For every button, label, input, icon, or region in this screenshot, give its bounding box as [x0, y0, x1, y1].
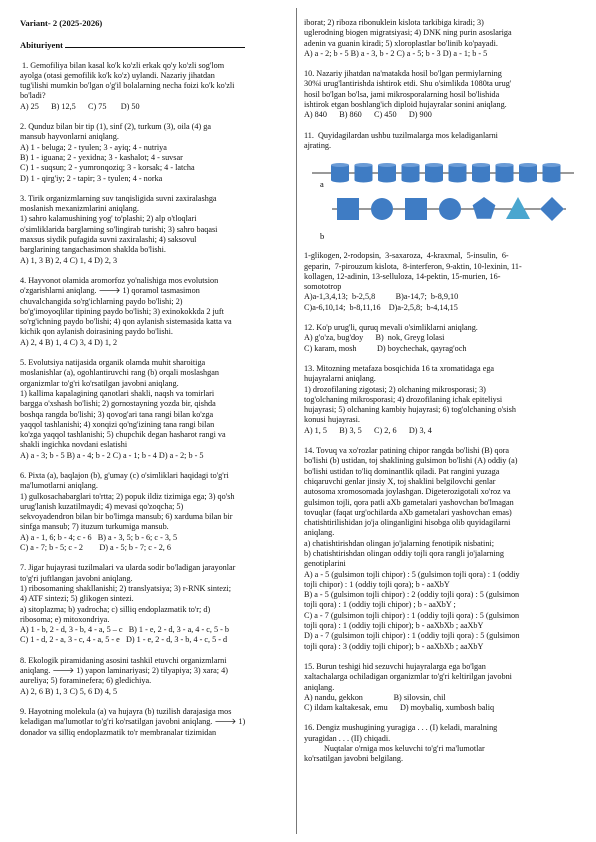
- question-line: ayolga (otasi gemofilik ko'k ko'z) uylandi. Nazariy jihatdan: [20, 70, 215, 80]
- question-line: boshqa rangda bo'lishi; 3) qovog'ari tana rangi bilan ko'zga: [20, 409, 214, 419]
- question-line: A) 2, 4 B) 1, 4 C) 3, 4 D) 1, 2: [20, 337, 118, 347]
- question-line: 10. Nazariy jihatdan na'matakda hosil bo'lgan permiylarning: [304, 69, 502, 79]
- left-questions: [20, 61, 286, 738]
- question-block: [20, 276, 286, 348]
- question-line: genotiplarini: [304, 559, 346, 569]
- question-line: gulsimon tojli, qora patli aXb gametalari yashovchan bo'lmagan: [304, 497, 514, 507]
- question-line: 7. Jigar hujayrasi tuzilmalari va ularda sodir bo'ladigan jarayonlar: [20, 563, 236, 573]
- question-line: iborat; 2) riboza ribonuklein kislota tarkibiga kiradi; 3): [304, 18, 484, 27]
- question-line: bo'g'imoyoqlilar tipining paydo bo'lishi; 3) exinokokkda 2 juft: [20, 306, 224, 316]
- figure-label-b: b: [320, 231, 325, 242]
- question-line: chiqaruvchi genlar jinsiy X, toj shaklini belgilovchi genlar: [304, 476, 496, 486]
- question-line: ko'zga yaqqol tashlanishi; 5) chupchik degan hasharot rangi va: [20, 430, 226, 440]
- question-line: yaqqol tashlanishi; 4) xonqizi qo'ng'izining tana rangi bilan: [20, 419, 215, 429]
- question-line: 1) kallima kapalagining qanotlari shakli, naqsh va tomirlari: [20, 388, 215, 398]
- question-line: 16. Dengiz mushugining yuragiga . . . (I) keladi, maralning: [304, 723, 498, 733]
- question-line: tojli chipor) : 1 (oddiy tojli qora); b - aaXbY: [304, 579, 450, 589]
- cylinder-icon: [496, 163, 514, 183]
- question-line: B) a - 5 (gulsimon tojli chipor) : 2 (oddiy tojli qora) : 5 (gulsimon: [304, 590, 520, 600]
- cylinder-icon: [543, 163, 561, 183]
- question-line: to'g'ri juftlangan javobni aniqlang.: [20, 573, 133, 583]
- square-icon: [405, 198, 427, 220]
- question-line: moslanish mexanizmlarini aniqlang.: [20, 204, 139, 214]
- question-line: aniqlang.: [304, 528, 335, 538]
- question-line: a) chatishtirishdan olingan jo'jalarning fenotipik nisbatini;: [304, 538, 494, 548]
- question-block: [20, 656, 286, 697]
- question-line: 1) gulkosachabarglari to'rtta; 2) popuk ildiz tizimiga ega; 3) qo'sh: [20, 491, 235, 501]
- question-line: 5. Evolutsiya natijasida organik olamda muhit sharoitiga: [20, 358, 206, 368]
- question-line: 1) sahro kalamushining yog' to'plashi; 2) alp o'tloqlari: [20, 214, 197, 224]
- question-line: A) 2, 6 B) 1, 3 C) 5, 6 D) 4, 5: [20, 686, 118, 696]
- question-line: 9. Hayotning molekula (a) va hujayra (b) tuzilish darajasiga mos: [20, 706, 232, 716]
- question-line: Nuqtalar o'rniga mos keluvchi to'g'ri ma'lumotlar: [324, 744, 485, 754]
- rhombus-icon: [540, 197, 564, 221]
- question-line: A) nandu, gekkon B) silovsin, chil: [304, 692, 446, 702]
- question-line: A) 25 B) 12,5 C) 75 D) 50: [20, 101, 140, 111]
- question-block: [304, 69, 576, 120]
- question-line: 1) drozofilaning zigotasi; 2) olchaning mikrosporasi; 3): [304, 384, 486, 394]
- question-line: 4. Hayvonot olamida aromorfoz yo'nalishiga mos evolutsion: [20, 275, 219, 285]
- question-block: [20, 61, 286, 112]
- question-line: ma'lumotlarni aniqlang.: [20, 481, 98, 491]
- question-line: A) 1, 3 B) 2, 4 C) 1, 4 D) 2, 3: [20, 255, 118, 265]
- question-block: [304, 251, 576, 313]
- cylinder-icon: [425, 163, 443, 183]
- question-line: 1) ribosomaning shakllanishi; 2) translyatsiya; 3) r-RNK sintezi;: [20, 583, 232, 593]
- column-divider: [296, 8, 297, 834]
- question-line: sinfga mansub; 7) ituzum turkumiga mansub.: [20, 522, 169, 532]
- question-line: kichik qon aylanish doirasining paydo bo'lishi.: [20, 327, 173, 337]
- question-line: ajrating.: [304, 140, 332, 150]
- question-line: maxsus siydik pufagida suvni zaxiralashi; 4) saksovul: [20, 235, 197, 245]
- question-block: [20, 358, 286, 461]
- question-line: D) a - 7 (gulsimon tojli chipor) : 1 (oddiy tojli qora) : 5 (gulsimon: [304, 631, 520, 641]
- question-line: C) 1 - suqsun; 2 - yumronqoziq; 3 - korsak; 4 - latcha: [20, 163, 195, 173]
- question-line: C) 1 - d, 2 - a, 3 - c, 4 - a, 5 - e D) 1 - e, 2 - d, 3 - b, 4 - c, 5 - d: [20, 635, 228, 645]
- question-line: urug'lanish kuzatilmaydi; 4) mevasi qo'zoqcha; 5): [20, 501, 184, 511]
- question-line: A)a-1,3,4,13; b-2,5,8 B)a-14,7; b-8,9,10: [304, 292, 459, 302]
- question-line: 11. Quyidagilardan ushbu tuzilmalarga mos keladiganlarni: [304, 130, 498, 140]
- question-line: 30%i urug'lantirishda ishtirok etdi. Shu o'simlikda 1080ta urug': [304, 79, 512, 89]
- question-line: tojli qora) : 3 (oddiy tojli chipor); b - aaXbXb ; aaXbY: [304, 641, 484, 651]
- question-line: b) chatishtirishdan olingan oddiy tojli qora rangli jo'jalarning: [304, 548, 504, 558]
- question-line: C) a - 7; b - 5; c - 2 D) a - 5; b - 7; c - 2, 6: [20, 543, 171, 553]
- question-line: so'rg'ichning paydo bo'lishi; 4) qon aylanish sistemasida katta va: [20, 317, 232, 327]
- left-column: [20, 18, 286, 748]
- right-column: [304, 18, 576, 775]
- cylinder-icon: [472, 163, 490, 183]
- question-line: tovuqlar (faqat urg'ochilarda aXb gametalari yashovchan emas): [304, 507, 512, 517]
- question-line: keladigan ma'lumotlar to'g'ri ko'rsatilgan javobni aniqlang. 🡒 1): [20, 717, 246, 727]
- question-line: tojli qora) : 1 (oddiy tojli chipor); b - aaXbXb ; aaXbY: [304, 621, 484, 631]
- question-line: aniqlang. 🡒 1) yapon laminariyasi; 2) tilyapiya; 3) xara; 4): [20, 666, 228, 676]
- question-line: 8. Ekologik piramidaning asosini tashkil etuvchi organizmlarni: [20, 655, 227, 665]
- figure-label-a: a: [320, 179, 324, 190]
- question-line: A) a - 1, 6; b - 4; c - 6 B) a - 3, 5; b - 6; c - 3, 5: [20, 532, 178, 542]
- question-line: xaltachalarga ochiladigan organizmlar to'g'ri keltirilgan javobni: [304, 672, 512, 682]
- question-line: A) a - 2; b - 5 B) a - 3, b - 2 C) a - 5; b - 3 D) a - 1; b - 5: [304, 48, 488, 58]
- question-line: 12. Ko'p urug'li, quruq mevali o'simliklarni aniqlang.: [304, 323, 478, 333]
- student-line: [20, 40, 286, 50]
- question-line: 13. Mitozning metafaza bosqichida 16 ta xromatidaga ega: [304, 363, 495, 373]
- question-line: aureliya; 5) foraminefera; 6) gledichiya.: [20, 676, 152, 686]
- question-block: [304, 446, 576, 652]
- name-blank[interactable]: [65, 40, 245, 48]
- cylinder-icon: [355, 163, 373, 183]
- question-line: A) a - 5 (gulsimon tojli chipor) : 5 (gulsimon tojli qora) : 1 (oddiy: [304, 569, 520, 579]
- question-line: yuragidan . . . (II) chiqadi.: [304, 733, 391, 743]
- question-line: hujayralarni aniqlang.: [304, 374, 376, 384]
- structure-figure: [304, 161, 576, 245]
- question-block: [20, 122, 286, 184]
- question-line: o'zgarishlarni aniqlang. 🡒 1) qoramol tasmasimon: [20, 286, 200, 296]
- question-line: 6. Pixta (a), baqlajon (b), g'umay (c) o'simliklari haqidagi to'g'ri: [20, 470, 229, 480]
- question-line: shakli ingichka novdani eslatishi: [20, 440, 128, 450]
- question-line: B) 1 - iguana; 2 - yexidna; 3 - kashalot; 4 - suvsar: [20, 152, 183, 162]
- question-block: [304, 662, 576, 713]
- question-line: D) 1 - qirg'iy; 2 - tapir; 3 - tyulen; 4 - norka: [20, 173, 163, 183]
- question-line: sekvoyadendron bilan bir bo'limga mansub; 6) xarduma bilan bir: [20, 512, 233, 522]
- question-line: C) a - 7 (gulsimon tojli chipor) : 1 (oddiy tojli qora) : 5 (gulsimon: [304, 610, 520, 620]
- question-line: moslanishlar (a), ogohlantiruvchi rang (b) orqali moslashgan: [20, 368, 219, 378]
- question-block: [304, 364, 576, 436]
- question-line: a) sitoplazma; b) yadrocha; c) silliq endoplazmatik to'r; d): [20, 604, 211, 614]
- question-line: uglerodning biogen migratsiyasi; 4) DNK ning purin asoslariga: [304, 28, 512, 38]
- question-block: [20, 707, 286, 738]
- question-line: 3. Tirik organizmlarning suv tanqisligida suvni zaxiralashga: [20, 193, 217, 203]
- question-block: [20, 471, 286, 553]
- question-line: autosoma xromosomada joylashgan. Digeterozigotali xo'roz va: [304, 487, 511, 497]
- question-line: barglarining tangachasimon shaklda bo'lishi.: [20, 245, 166, 255]
- question-line: 1-glikogen, 2-rodopsin, 3-saxaroza, 4-kraxmal, 5-insulin, 6-: [304, 251, 509, 261]
- question-line: A) a - 3; b - 5 B) a - 4; b - 2 C) a - 1; b - 4 D) a - 2; b - 5: [20, 450, 204, 460]
- question-line: organizmlar to'g'ri ko'rsatilgan javobni aniqlang.: [20, 378, 179, 388]
- pentagon-icon: [473, 197, 496, 219]
- right-questions-bottom: [304, 251, 576, 764]
- question-line: adenin va guanin kiradi; 5) xloroplastlar bo'linib ko'payadi.: [304, 38, 498, 48]
- question-block: [304, 131, 576, 152]
- cylinder-icon: [331, 163, 349, 183]
- question-line: bo'ladi?: [20, 91, 46, 101]
- question-line: hujayrasi; 5) olchaning kambiy hujayrasi; 6) tog'olchaning o'sish: [304, 405, 516, 415]
- question-line: bo'lishi ustidan to'liq dominantlik qiladi. Pat rangini yuzaga: [304, 466, 500, 476]
- question-line: 4) ATF sintezi; 5) glikogen sintezi.: [20, 594, 134, 604]
- circle-icon: [371, 198, 393, 220]
- circle-icon: [439, 198, 461, 220]
- square-icon: [337, 198, 359, 220]
- question-line: A) 1, 5 B) 3, 5 C) 2, 6 D) 3, 4: [304, 425, 432, 435]
- question-line: ribosoma; e) mitoxondriya.: [20, 614, 110, 624]
- variant-title: Variant- 2 (2025-2026): [20, 18, 103, 28]
- question-line: 2. Qunduz bilan bir tip (1), sinf (2), turkum (3), oila (4) ga: [20, 122, 211, 132]
- question-line: A) 840 B) 860 C) 450 D) 900: [304, 110, 432, 120]
- question-line: bo'lishi (b) ustidan, toj shaklining gulsimon bo'lishi (A) oddiy (a): [304, 456, 518, 466]
- question-line: 15. Burun teshigi hid sezuvchi hujayralarga ega bo'lgan: [304, 661, 486, 671]
- question-line: chuvalchangida so'rg'ichlarning paydo bo'lishi; 2): [20, 296, 183, 306]
- cylinder-icon: [402, 163, 420, 183]
- question-line: A) 1 - b, 2 - d, 3 - b, 4 - a, 5 – c B) 1 - e, 2 - d, 3 - a, 4 - c, 5 - b: [20, 625, 229, 635]
- student-label: Abituriyent: [20, 40, 63, 51]
- question-line: aniqlang.: [304, 682, 335, 692]
- question-line: C) ildam kaltakesak, emu D) moybaliq, xumbosh baliq: [304, 703, 495, 713]
- right-questions-top: [304, 18, 576, 151]
- question-line: konusi hujayrasi.: [304, 415, 360, 425]
- triangle-icon: [506, 197, 530, 219]
- question-line: o'simliklarida barglarning so'lingirab turishi; 3) sahro baqasi: [20, 224, 218, 234]
- question-line: tojli qora) : 1 (oddiy tojli chipor) ; b - aaXbY ;: [304, 600, 456, 610]
- question-block: [304, 723, 576, 764]
- question-line: C)a-6,10,14; b-8,11,16 D)a-2,5,8; b-4,14,15: [304, 302, 458, 312]
- question-line: 14. Tovuq va xo'rozlar patining chipor rangda bo'lishi (B) qora: [304, 446, 510, 456]
- question-line: geparin, 7-pirouzum kislota, 8-interferon, 9-aktin, 10-lexinin, 11-: [304, 261, 522, 271]
- cylinder-icon: [449, 163, 467, 183]
- question-line: donador va silliq endoplazmatik to'r membranalar tizimidan: [20, 727, 217, 737]
- question-block: [20, 563, 286, 645]
- question-block: [304, 18, 576, 59]
- question-line: ko'rsatilgan javobni belgilang.: [304, 754, 404, 764]
- question-line: 1. Gemofiliya bilan kasal ko'k ko'zli erkak qo'y ko'zli sog'lom: [20, 60, 225, 70]
- question-line: hosil bo'lgan bo'lsa, jami mikrosporalarning hosil bo'lishida: [304, 89, 500, 99]
- cylinder-icon: [378, 163, 396, 183]
- question-line: C) karam, mosh D) boychechak, qayrag'och: [304, 343, 467, 353]
- question-line: kollagen, 12-adinin, 13-selluloza, 14-pektin, 15-murien, 16-: [304, 271, 501, 281]
- question-line: tug'ilishi mumkin bo'lgan o'g'il bolalarning necha foizi ko'k ko'zli: [20, 81, 235, 91]
- question-block: [20, 194, 286, 266]
- question-line: A) 1 - beluga; 2 - tyulen; 3 - ayiq; 4 - nutriya: [20, 142, 167, 152]
- question-line: tog'olchaning mikrosporasi; 4) drozofilaning ichak epiteliysi: [304, 394, 503, 404]
- question-block: [304, 323, 576, 354]
- cylinder-icon: [519, 163, 537, 183]
- question-line: somototrop: [304, 282, 342, 292]
- structure-figure-svg: [304, 161, 576, 245]
- question-line: A) g'o'za, bug'doy B) nok, Greyg lolasi: [304, 333, 445, 343]
- question-line: chatishtirilishidan jo'ja olinganligini hisobga olib quyidagilarni: [304, 518, 511, 528]
- question-line: bargga o'xshash bo'lishi; 2) gornostayning yozda bir, qishda: [20, 399, 216, 409]
- question-line: mansub hayvonlarni aniqlang.: [20, 132, 119, 142]
- question-line: ishtirok etgan boshlang'ich diploid hujayralar sonini aniqlang.: [304, 100, 507, 110]
